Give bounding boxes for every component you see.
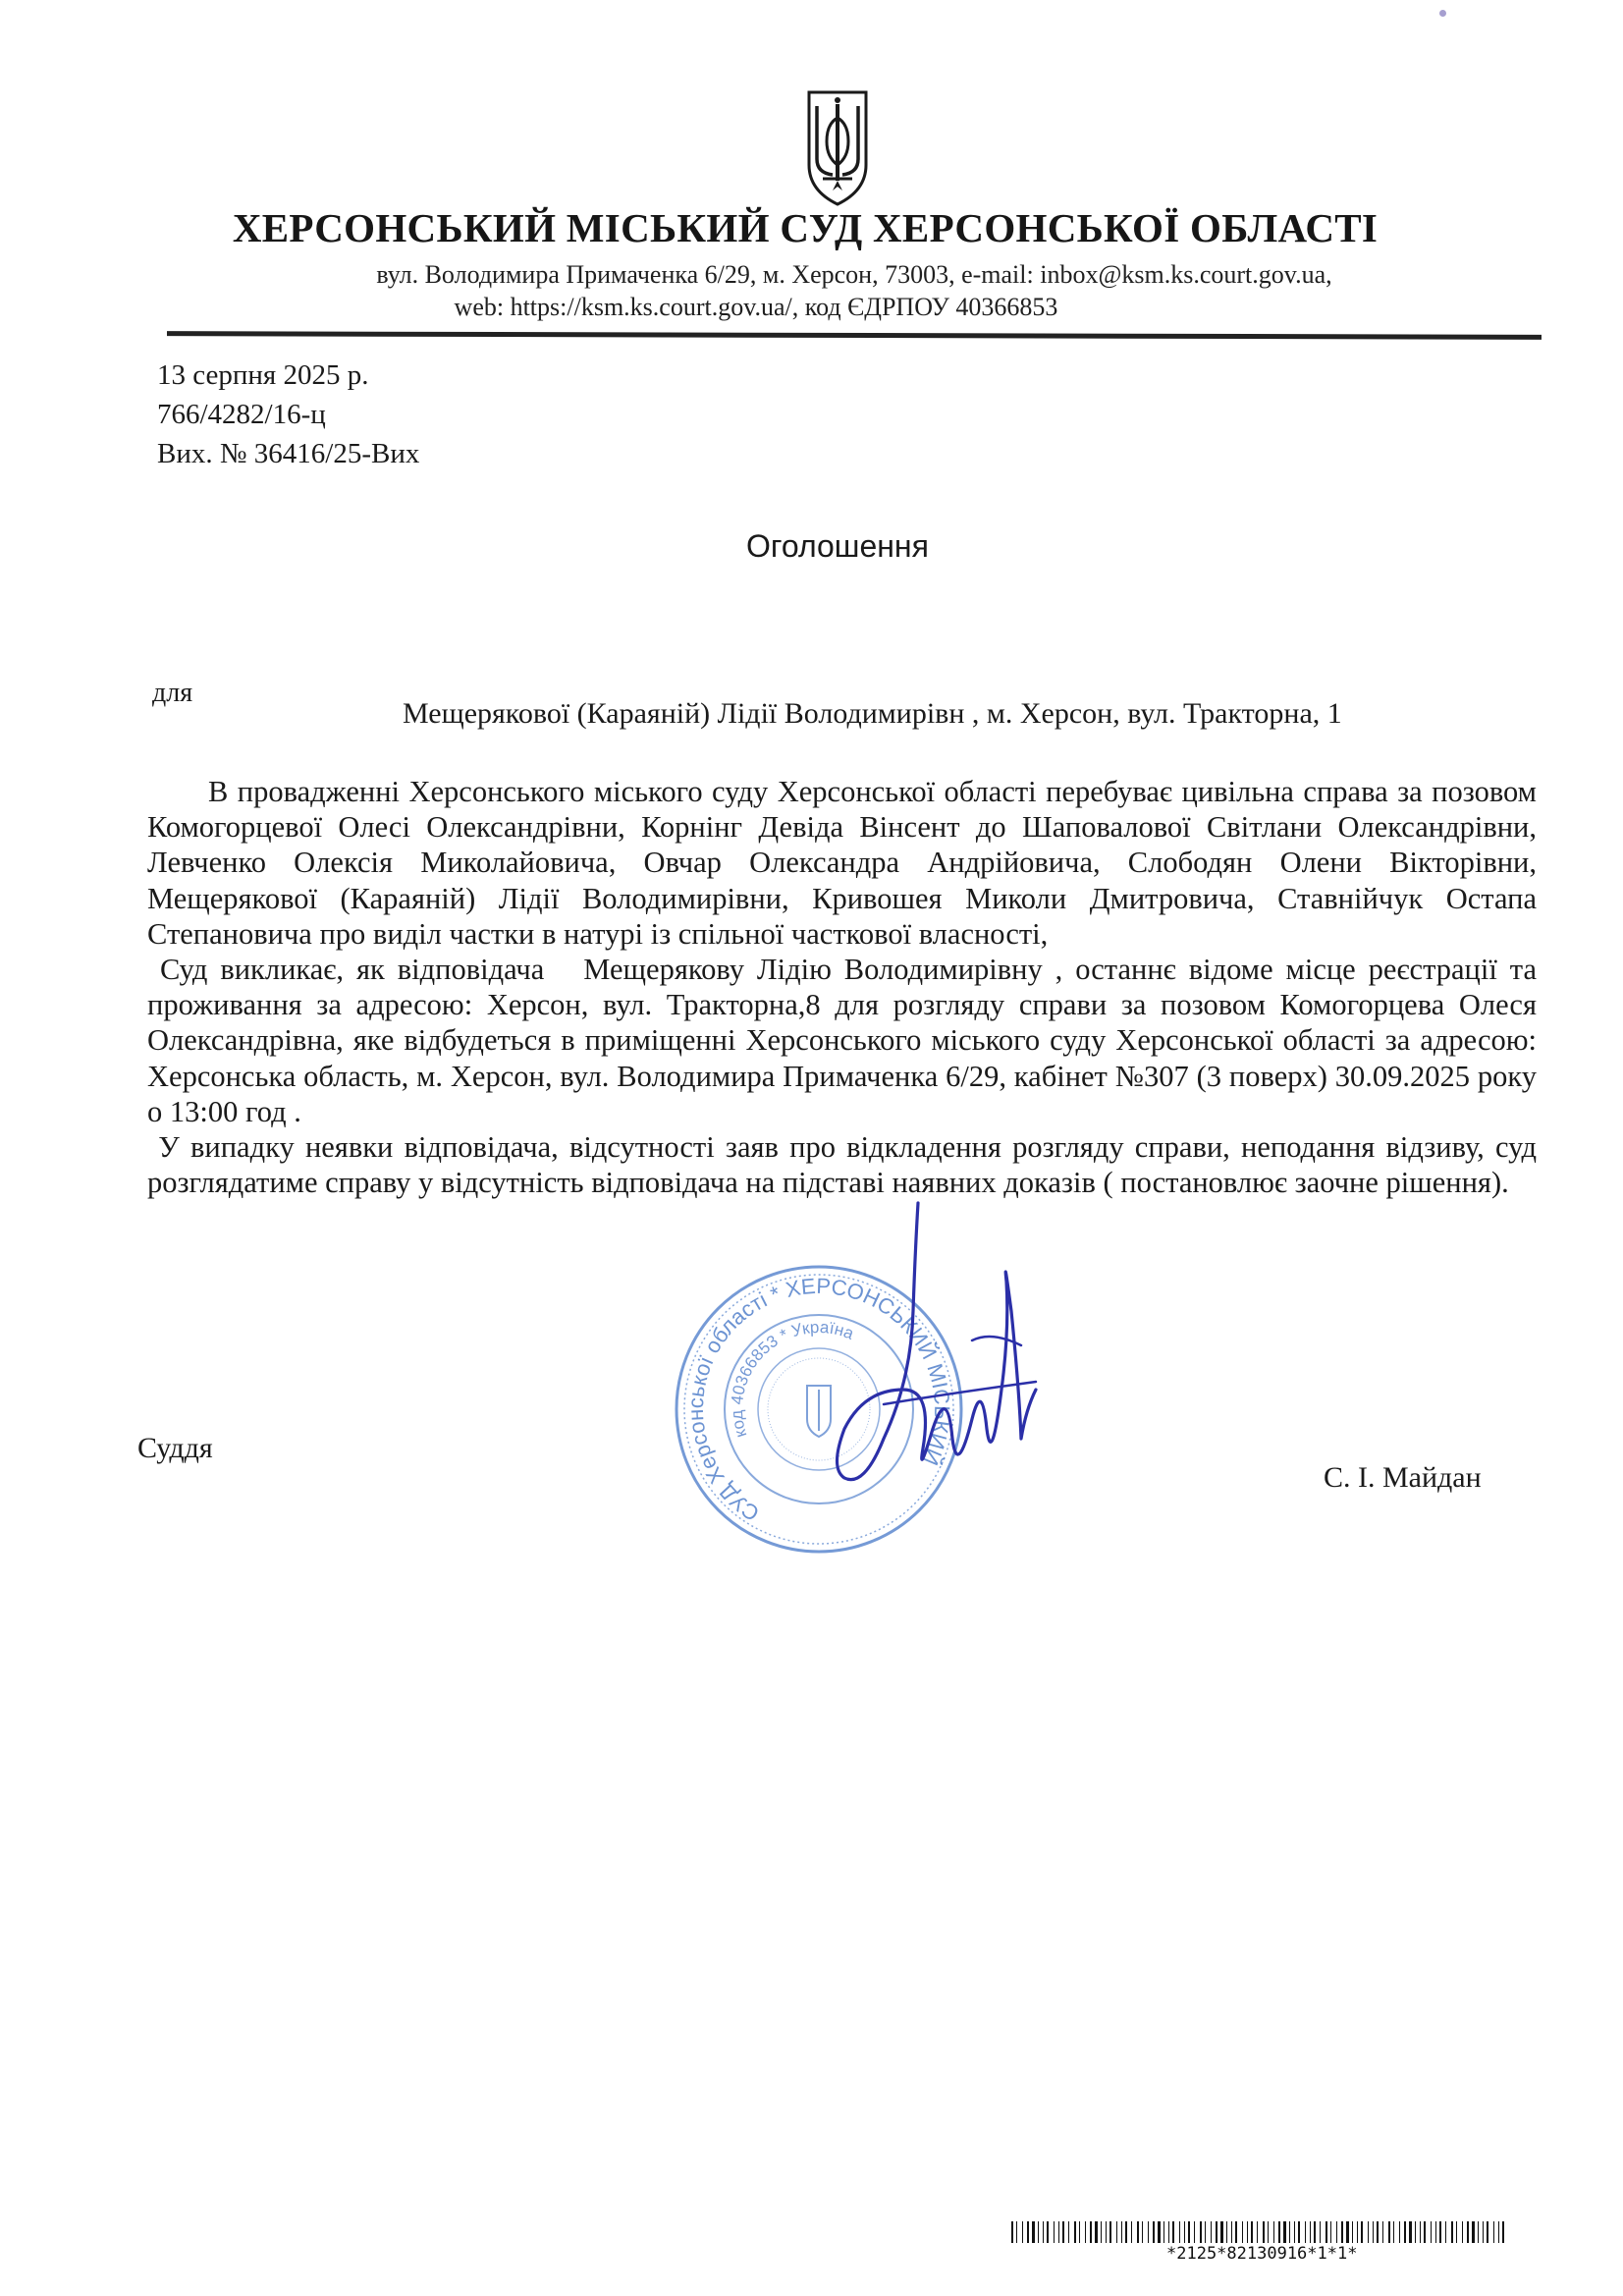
document-title: Оголошення [746,528,929,564]
barcode-bar [1435,2221,1436,2243]
barcode-bar [1325,2221,1327,2243]
barcode-bar [1268,2221,1269,2243]
judge-signature [825,1193,1051,1517]
court-address: вул. Володимира Примаченка 6/29, м. Херсон, 73003, e-mail: inbox@ksm.ks.court.gov.ua, [376,260,1332,289]
default-judgment-text: У випадку неявки відповідача, відсутності заяв про відкладення розгляду справи, неподання відзиву, суд розглядатиме справу у відсутність відповідача на підставі наявних доказів ( постановлює заочне рішення). [147,1130,1537,1200]
document-date: 13 серпня 2025 р. [157,359,369,391]
body-paragraph [147,1129,1537,1200]
barcode-bar [1289,2221,1290,2243]
ink-mark [1439,10,1446,17]
court-name: ХЕРСОНСЬКИЙ МІСЬКИЙ СУД ХЕРСОНСЬКОЇ ОБЛАСТІ [232,205,1379,250]
barcode-bar [1148,2221,1149,2243]
barcode-bar [1142,2221,1143,2243]
barcode-bar [1022,2221,1023,2243]
barcode-bar [1116,2221,1117,2243]
barcode-bar [1043,2221,1044,2243]
barcode-bar [1085,2221,1086,2243]
barcode-bar [1341,2221,1343,2243]
judge-role: Суддя [137,1432,213,1464]
barcode-bar [1231,2221,1232,2243]
barcode-bar [1200,2221,1202,2243]
barcode-bar [1487,2221,1488,2243]
barcode-bar [1399,2221,1400,2243]
barcode-bar [1095,2221,1098,2243]
barcode-bar [1125,2221,1127,2243]
barcode-bar [1357,2221,1358,2243]
barcode-bar [1483,2221,1484,2243]
barcode-bar [1478,2221,1479,2243]
barcode-bar [1172,2221,1174,2243]
barcode-bar [1273,2221,1274,2243]
outgoing-number: Вих. № 36416/25-Вих [157,438,420,469]
barcode-bar [1131,2221,1132,2243]
barcode-bar [1216,2221,1217,2243]
barcode-bar [1153,2221,1155,2243]
barcode-bar [1211,2221,1212,2243]
body-paragraph: В провадженні Херсонського міського суду Херсонської області перебуває цивільна справа за позовом Комогорцевої Олесі Олександрівни, Корнінг Девіда Вінсент до Шаповалової Світлани Олександрівни, Левченко Олексія Миколайовича, Овчар Олександра Андрійовича, Слободян Олени Вікторівни, Мещерякової (Караяній) Лідії Володимирівни, Кривошея Миколи Дмитровича, Ставнійчук Остапа Степановича про виділ частки в натурі із спільної часткової власності, [147,775,1537,951]
barcode-bar [1424,2221,1426,2243]
barcode-bar [1011,2221,1013,2243]
body-paragraph [147,952,1537,1129]
seal-outer-text: СУД Херсонської області * ХЕРСОНСЬКИЙ МІСЬКИЙ [682,1273,955,1527]
barcode-bar [1305,2221,1306,2243]
barcode-bar [1168,2221,1169,2243]
barcode-bar [1062,2221,1064,2243]
barcode-bar [1027,2221,1029,2243]
barcode-bar [1330,2221,1331,2243]
barcode-bar [1032,2221,1035,2243]
barcode-bar [1220,2221,1223,2243]
barcode-bar [1205,2221,1206,2243]
case-number: 766/4282/16-ц [157,399,326,430]
barcode-bar [1373,2221,1374,2243]
barcode-bar [1377,2221,1379,2243]
recipient-text: Мещерякової (Караяній) Лідії Володимирівн , м. Херсон, вул. Тракторна, 1 [403,697,1342,730]
barcode-bar [1346,2221,1349,2243]
barcode-bar [1320,2221,1321,2243]
announcement-body [147,774,1537,1200]
barcode-bar [1121,2221,1122,2243]
document-barcode [1011,2221,1512,2243]
barcode-bar [1298,2221,1300,2243]
barcode-bar [1451,2221,1453,2243]
barcode-bar [1179,2221,1180,2243]
barcode-bar [1314,2221,1316,2243]
barcode-bar [1462,2221,1463,2243]
barcode-bar [1420,2221,1421,2243]
summons-text: Суд викликає, як відповідача [159,953,545,987]
barcode-bar [1158,2221,1161,2243]
barcode-bar [1404,2221,1406,2243]
seal-inner-text: код 40366853 * Україна [727,1317,857,1441]
barcode-bar [1038,2221,1039,2243]
barcode-bar [1388,2221,1390,2243]
barcode-bar [1415,2221,1416,2243]
barcode-bar [1294,2221,1295,2243]
barcode-bar [1184,2221,1185,2243]
barcode-bar [1445,2221,1446,2243]
barcode-bar [1106,2221,1107,2243]
barcode-bar [1263,2221,1265,2243]
barcode-bar [1278,2221,1280,2243]
judge-name: С. І. Майдан [1324,1461,1482,1494]
barcode-bar [1242,2221,1243,2243]
header-divider [167,331,1542,340]
barcode-number: *2125*82130916*1*1* [1166,2244,1358,2264]
barcode-bar [1068,2221,1069,2243]
barcode-bar [1439,2221,1441,2243]
barcode-bar [1502,2221,1504,2243]
barcode-bar [1047,2221,1049,2243]
barcode-bar [1310,2221,1311,2243]
barcode-bar [1472,2221,1475,2243]
barcode-bar [1409,2221,1412,2243]
barcode-bar [1188,2221,1190,2243]
barcode-bar [1058,2221,1059,2243]
summons-details: Мещерякову Лідію Володимирівну , останнє відоме місце реєстрації та проживання за адресою: Херсон, вул. Тракторна,8 для розгляду справи за позовом Комогорцева Олеся Олександрівна, яке відбудеться в приміщенні Херсонського міського суду Херсонської області за адресою: Херсонська область, м. Херсон, вул. Володимира Примаченка 6/29, кабінет №307 (3 поверх) 30.09.2025 року о 13:00 год . [147,953,1538,1128]
barcode-bar [1054,2221,1055,2243]
barcode-bar [1393,2221,1394,2243]
barcode-bar [1283,2221,1286,2243]
barcode-bar [1226,2221,1227,2243]
barcode-bar [1090,2221,1092,2243]
barcode-bar [1101,2221,1102,2243]
barcode-bar [1336,2221,1337,2243]
barcode-bar [1361,2221,1363,2243]
barcode-bar [1456,2221,1457,2243]
coat-of-arms-icon [803,84,872,210]
barcode-bar [1247,2221,1248,2243]
barcode-bar [1074,2221,1076,2243]
barcode-bar [1251,2221,1253,2243]
recipient-label: для [152,678,193,708]
barcode-bar [1368,2221,1369,2243]
barcode-bar [1467,2221,1469,2243]
barcode-bar [1109,2221,1111,2243]
barcode-bar [1493,2221,1494,2243]
barcode-bar [1016,2221,1017,2243]
barcode-bar [1352,2221,1353,2243]
barcode-bar [1194,2221,1195,2243]
barcode-bar [1257,2221,1258,2243]
barcode-bar [1382,2221,1383,2243]
barcode-bar [1137,2221,1139,2243]
barcode-bar [1079,2221,1080,2243]
court-web-code: web: https://ksm.ks.court.gov.ua/, код ЄДРПОУ 40366853 [454,293,1058,321]
barcode-bar [1163,2221,1164,2243]
barcode-bar [1498,2221,1499,2243]
barcode-bar [1235,2221,1237,2243]
barcode-bar [1431,2221,1432,2243]
